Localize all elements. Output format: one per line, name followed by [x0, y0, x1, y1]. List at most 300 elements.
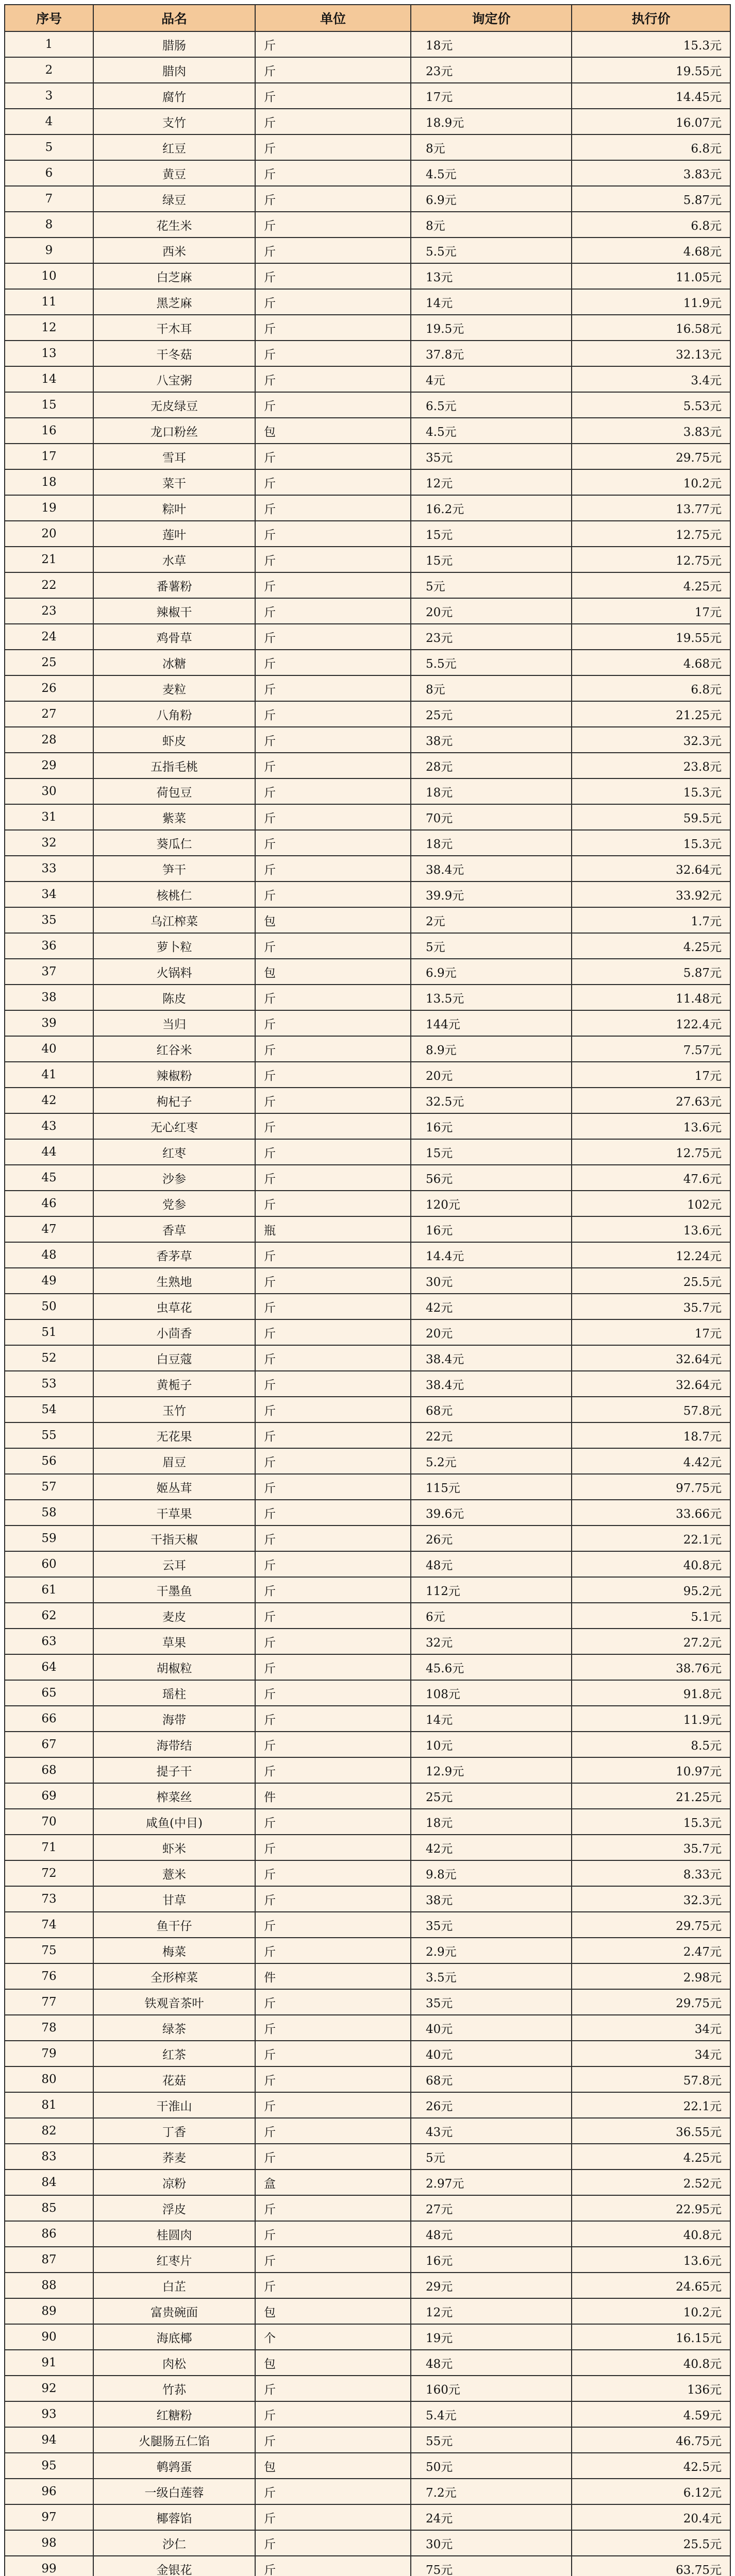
cell-execution-price: 2.47元: [572, 1938, 730, 1963]
cell-unit: 斤: [255, 1010, 411, 1036]
cell-index: 57: [5, 1474, 93, 1500]
cell-index: 95: [5, 2453, 93, 2479]
cell-index: 23: [5, 598, 93, 624]
cell-index: 39: [5, 1010, 93, 1036]
cell-execution-price: 21.25元: [572, 1783, 730, 1809]
table-row: [5, 418, 730, 444]
cell-unit: 斤: [255, 2041, 411, 2066]
cell-unit: 斤: [255, 2247, 411, 2273]
cell-product-name: 云耳: [93, 1551, 255, 1577]
table-row: [5, 1732, 730, 1757]
cell-execution-price: 8.5元: [572, 1732, 730, 1757]
cell-execution-price: 136元: [572, 2376, 730, 2401]
cell-index: 72: [5, 1860, 93, 1886]
cell-quoted-price: 5.5元: [411, 238, 572, 263]
table-row: [5, 572, 730, 598]
cell-product-name: 海带结: [93, 1732, 255, 1757]
cell-index: 21: [5, 547, 93, 572]
cell-index: 14: [5, 366, 93, 392]
cell-product-name: 水草: [93, 547, 255, 572]
cell-unit: 斤: [255, 1088, 411, 1113]
cell-quoted-price: 12.9元: [411, 1757, 572, 1783]
table-row: [5, 1397, 730, 1422]
table-row: [5, 1371, 730, 1397]
cell-quoted-price: 4.5元: [411, 160, 572, 186]
cell-quoted-price: 38元: [411, 727, 572, 753]
cell-execution-price: 15.3元: [572, 830, 730, 856]
cell-product-name: 核桃仁: [93, 882, 255, 907]
cell-quoted-price: 9.8元: [411, 1860, 572, 1886]
cell-quoted-price: 18元: [411, 830, 572, 856]
cell-unit: 包: [255, 907, 411, 933]
table-row: [5, 2401, 730, 2427]
table-row: [5, 1268, 730, 1294]
cell-product-name: 椰蓉馅: [93, 2504, 255, 2530]
table-row: [5, 1526, 730, 1551]
table-row: [5, 675, 730, 701]
cell-unit: 包: [255, 959, 411, 985]
cell-unit: 斤: [255, 1706, 411, 1732]
table-row: [5, 1216, 730, 1242]
cell-execution-price: 14.45元: [572, 83, 730, 109]
cell-index: 1: [5, 31, 93, 57]
cell-index: 94: [5, 2427, 93, 2453]
table-row: [5, 1654, 730, 1680]
cell-unit: 斤: [255, 2144, 411, 2170]
cell-product-name: 鹌鹑蛋: [93, 2453, 255, 2479]
cell-unit: 斤: [255, 1860, 411, 1886]
cell-index: 22: [5, 572, 93, 598]
cell-product-name: 竹荪: [93, 2376, 255, 2401]
cell-product-name: 绿茶: [93, 2015, 255, 2041]
cell-quoted-price: 13.5元: [411, 985, 572, 1010]
table-row: [5, 1835, 730, 1860]
cell-unit: 斤: [255, 1474, 411, 1500]
cell-product-name: 白芝麻: [93, 263, 255, 289]
table-row: [5, 856, 730, 882]
cell-unit: 斤: [255, 1242, 411, 1268]
cell-quoted-price: 28元: [411, 753, 572, 778]
cell-index: 17: [5, 444, 93, 469]
cell-unit: 斤: [255, 1036, 411, 1062]
cell-execution-price: 2.98元: [572, 1963, 730, 1989]
cell-product-name: 海底椰: [93, 2324, 255, 2350]
cell-unit: 斤: [255, 1113, 411, 1139]
cell-index: 46: [5, 1191, 93, 1216]
cell-unit: 斤: [255, 830, 411, 856]
cell-execution-price: 12.24元: [572, 1242, 730, 1268]
cell-unit: 斤: [255, 856, 411, 882]
table-row: [5, 366, 730, 392]
cell-index: 13: [5, 341, 93, 366]
cell-quoted-price: 25元: [411, 1783, 572, 1809]
cell-quoted-price: 16元: [411, 1216, 572, 1242]
cell-unit: 斤: [255, 2504, 411, 2530]
cell-product-name: 香草: [93, 1216, 255, 1242]
cell-index: 19: [5, 495, 93, 521]
cell-execution-price: 4.68元: [572, 650, 730, 675]
cell-quoted-price: 5元: [411, 572, 572, 598]
cell-quoted-price: 18元: [411, 1809, 572, 1835]
cell-execution-price: 32.64元: [572, 1345, 730, 1371]
table-row: [5, 2015, 730, 2041]
cell-index: 61: [5, 1577, 93, 1603]
cell-quoted-price: 17元: [411, 83, 572, 109]
cell-quoted-price: 55元: [411, 2427, 572, 2453]
cell-index: 96: [5, 2479, 93, 2504]
cell-quoted-price: 8元: [411, 134, 572, 160]
cell-execution-price: 15.3元: [572, 31, 730, 57]
cell-unit: 斤: [255, 1268, 411, 1294]
cell-product-name: 红茶: [93, 2041, 255, 2066]
cell-quoted-price: 23元: [411, 624, 572, 650]
cell-product-name: 铁观音茶叶: [93, 1989, 255, 2015]
cell-product-name: 鱼干仔: [93, 1912, 255, 1938]
cell-index: 40: [5, 1036, 93, 1062]
table-row: [5, 2273, 730, 2298]
table-row: [5, 521, 730, 547]
cell-product-name: 生熟地: [93, 1268, 255, 1294]
table-row: [5, 778, 730, 804]
cell-product-name: 虾米: [93, 1835, 255, 1860]
cell-quoted-price: 15元: [411, 547, 572, 572]
cell-quoted-price: 68元: [411, 2066, 572, 2092]
cell-quoted-price: 48元: [411, 2350, 572, 2376]
cell-quoted-price: 5.5元: [411, 650, 572, 675]
table-row: [5, 1963, 730, 1989]
cell-execution-price: 13.6元: [572, 1216, 730, 1242]
cell-unit: 斤: [255, 366, 411, 392]
table-row: [5, 1088, 730, 1113]
cell-unit: 斤: [255, 2092, 411, 2118]
cell-unit: 斤: [255, 1191, 411, 1216]
cell-unit: 件: [255, 1783, 411, 1809]
cell-product-name: 党参: [93, 1191, 255, 1216]
cell-unit: 斤: [255, 1680, 411, 1706]
cell-unit: 斤: [255, 1062, 411, 1088]
cell-product-name: 黄豆: [93, 160, 255, 186]
cell-index: 85: [5, 2195, 93, 2221]
table-row: [5, 1680, 730, 1706]
cell-execution-price: 10.97元: [572, 1757, 730, 1783]
cell-index: 48: [5, 1242, 93, 1268]
cell-quoted-price: 43元: [411, 2118, 572, 2144]
cell-index: 88: [5, 2273, 93, 2298]
table-row: [5, 1551, 730, 1577]
cell-index: 93: [5, 2401, 93, 2427]
cell-unit: 斤: [255, 624, 411, 650]
cell-unit: 斤: [255, 1989, 411, 2015]
cell-index: 62: [5, 1603, 93, 1629]
cell-execution-price: 6.8元: [572, 134, 730, 160]
cell-index: 55: [5, 1422, 93, 1448]
cell-product-name: 干淮山: [93, 2092, 255, 2118]
table-row: [5, 2376, 730, 2401]
cell-quoted-price: 115元: [411, 1474, 572, 1500]
cell-index: 7: [5, 186, 93, 212]
table-row: [5, 1319, 730, 1345]
cell-index: 27: [5, 701, 93, 727]
cell-unit: 斤: [255, 675, 411, 701]
table-row: [5, 1912, 730, 1938]
cell-quoted-price: 14.4元: [411, 1242, 572, 1268]
cell-unit: 斤: [255, 263, 411, 289]
cell-unit: 斤: [255, 1757, 411, 1783]
cell-unit: 个: [255, 2324, 411, 2350]
cell-unit: 斤: [255, 1551, 411, 1577]
table-row: [5, 469, 730, 495]
cell-index: 20: [5, 521, 93, 547]
cell-product-name: 草果: [93, 1629, 255, 1654]
cell-product-name: 红枣: [93, 1139, 255, 1165]
cell-index: 86: [5, 2221, 93, 2247]
cell-quoted-price: 14元: [411, 1706, 572, 1732]
cell-product-name: 虾皮: [93, 727, 255, 753]
table-row: [5, 238, 730, 263]
cell-index: 4: [5, 109, 93, 134]
table-header: [5, 5, 730, 31]
cell-execution-price: 32.3元: [572, 727, 730, 753]
cell-quoted-price: 20元: [411, 1062, 572, 1088]
cell-execution-price: 17元: [572, 598, 730, 624]
cell-quoted-price: 18元: [411, 31, 572, 57]
cell-index: 15: [5, 392, 93, 418]
cell-execution-price: 12.75元: [572, 1139, 730, 1165]
table-row: [5, 1706, 730, 1732]
cell-index: 70: [5, 1809, 93, 1835]
table-row: [5, 109, 730, 134]
cell-product-name: 当归: [93, 1010, 255, 1036]
cell-index: 77: [5, 1989, 93, 2015]
cell-quoted-price: 120元: [411, 1191, 572, 1216]
cell-execution-price: 12.75元: [572, 547, 730, 572]
cell-product-name: 沙仁: [93, 2530, 255, 2556]
cell-unit: 斤: [255, 2479, 411, 2504]
cell-quoted-price: 5元: [411, 2144, 572, 2170]
cell-quoted-price: 13元: [411, 263, 572, 289]
cell-product-name: 红豆: [93, 134, 255, 160]
table-row: [5, 907, 730, 933]
cell-unit: 包: [255, 418, 411, 444]
cell-product-name: 甘草: [93, 1886, 255, 1912]
cell-product-name: 黑芝麻: [93, 289, 255, 315]
cell-product-name: 八宝粥: [93, 366, 255, 392]
cell-quoted-price: 6.9元: [411, 959, 572, 985]
cell-execution-price: 32.13元: [572, 341, 730, 366]
cell-quoted-price: 22元: [411, 1422, 572, 1448]
cell-index: 81: [5, 2092, 93, 2118]
cell-index: 71: [5, 1835, 93, 1860]
cell-product-name: 梅菜: [93, 1938, 255, 1963]
cell-execution-price: 12.75元: [572, 521, 730, 547]
cell-product-name: 花菇: [93, 2066, 255, 2092]
cell-product-name: 姬丛茸: [93, 1474, 255, 1500]
cell-execution-price: 4.25元: [572, 933, 730, 959]
cell-execution-price: 24.65元: [572, 2273, 730, 2298]
cell-execution-price: 3.83元: [572, 418, 730, 444]
cell-product-name: 一级白莲蓉: [93, 2479, 255, 2504]
table-row: [5, 2144, 730, 2170]
cell-execution-price: 29.75元: [572, 1912, 730, 1938]
cell-index: 74: [5, 1912, 93, 1938]
table-row: [5, 2195, 730, 2221]
cell-index: 37: [5, 959, 93, 985]
cell-unit: 斤: [255, 2066, 411, 2092]
table-row: [5, 1989, 730, 2015]
cell-product-name: 无花果: [93, 1422, 255, 1448]
table-row: [5, 727, 730, 753]
cell-unit: 斤: [255, 572, 411, 598]
cell-index: 36: [5, 933, 93, 959]
cell-execution-price: 5.87元: [572, 186, 730, 212]
cell-unit: 包: [255, 2298, 411, 2324]
table-row: [5, 1938, 730, 1963]
cell-product-name: 萝卜粒: [93, 933, 255, 959]
cell-index: 24: [5, 624, 93, 650]
table-row: [5, 2066, 730, 2092]
cell-unit: 斤: [255, 1835, 411, 1860]
cell-quoted-price: 5元: [411, 933, 572, 959]
table-row: [5, 495, 730, 521]
cell-unit: 斤: [255, 160, 411, 186]
cell-execution-price: 16.58元: [572, 315, 730, 341]
cell-quoted-price: 20元: [411, 598, 572, 624]
cell-quoted-price: 68元: [411, 1397, 572, 1422]
cell-unit: 斤: [255, 1809, 411, 1835]
cell-product-name: 支竹: [93, 109, 255, 134]
cell-unit: 斤: [255, 1139, 411, 1165]
cell-execution-price: 11.9元: [572, 1706, 730, 1732]
cell-unit: 斤: [255, 1912, 411, 1938]
cell-product-name: 绿豆: [93, 186, 255, 212]
table-row: [5, 2479, 730, 2504]
cell-product-name: 辣椒干: [93, 598, 255, 624]
cell-product-name: 冰糖: [93, 650, 255, 675]
cell-execution-price: 6.8元: [572, 212, 730, 238]
table-row: [5, 83, 730, 109]
cell-execution-price: 35.7元: [572, 1294, 730, 1319]
cell-execution-price: 102元: [572, 1191, 730, 1216]
cell-unit: 斤: [255, 315, 411, 341]
cell-unit: 斤: [255, 2401, 411, 2427]
table-row: [5, 624, 730, 650]
table-row: [5, 933, 730, 959]
cell-unit: 斤: [255, 598, 411, 624]
cell-index: 87: [5, 2247, 93, 2273]
cell-index: 79: [5, 2041, 93, 2066]
header-index: 序号: [5, 5, 93, 31]
cell-index: 3: [5, 83, 93, 109]
cell-quoted-price: 30元: [411, 2530, 572, 2556]
table-row: [5, 1629, 730, 1654]
cell-unit: 斤: [255, 2221, 411, 2247]
cell-execution-price: 32.64元: [572, 856, 730, 882]
cell-product-name: 腊肉: [93, 57, 255, 83]
cell-unit: 斤: [255, 2195, 411, 2221]
cell-index: 18: [5, 469, 93, 495]
cell-quoted-price: 45.6元: [411, 1654, 572, 1680]
cell-quoted-price: 26元: [411, 1526, 572, 1551]
cell-index: 35: [5, 907, 93, 933]
cell-execution-price: 5.53元: [572, 392, 730, 418]
cell-product-name: 陈皮: [93, 985, 255, 1010]
cell-execution-price: 6.12元: [572, 2479, 730, 2504]
table-row: [5, 160, 730, 186]
cell-unit: 斤: [255, 778, 411, 804]
cell-unit: 斤: [255, 985, 411, 1010]
cell-index: 66: [5, 1706, 93, 1732]
cell-execution-price: 29.75元: [572, 444, 730, 469]
cell-quoted-price: 6.5元: [411, 392, 572, 418]
cell-unit: 斤: [255, 212, 411, 238]
table-row: [5, 1165, 730, 1191]
cell-product-name: 干墨鱼: [93, 1577, 255, 1603]
cell-quoted-price: 5.2元: [411, 1448, 572, 1474]
table-row: [5, 186, 730, 212]
cell-execution-price: 10.2元: [572, 469, 730, 495]
cell-quoted-price: 15元: [411, 1139, 572, 1165]
cell-quoted-price: 37.8元: [411, 341, 572, 366]
cell-quoted-price: 19.5元: [411, 315, 572, 341]
cell-product-name: 麦粒: [93, 675, 255, 701]
cell-quoted-price: 35元: [411, 1912, 572, 1938]
table-row: [5, 2170, 730, 2195]
cell-index: 68: [5, 1757, 93, 1783]
cell-index: 53: [5, 1371, 93, 1397]
cell-execution-price: 46.75元: [572, 2427, 730, 2453]
cell-product-name: 瑶柱: [93, 1680, 255, 1706]
cell-execution-price: 38.76元: [572, 1654, 730, 1680]
cell-quoted-price: 26元: [411, 2092, 572, 2118]
cell-index: 29: [5, 753, 93, 778]
cell-execution-price: 57.8元: [572, 2066, 730, 2092]
cell-execution-price: 8.33元: [572, 1860, 730, 1886]
cell-product-name: 红糖粉: [93, 2401, 255, 2427]
cell-index: 5: [5, 134, 93, 160]
cell-index: 34: [5, 882, 93, 907]
cell-unit: 斤: [255, 1886, 411, 1912]
header-unit: 单位: [255, 5, 411, 31]
cell-index: 47: [5, 1216, 93, 1242]
cell-quoted-price: 14元: [411, 289, 572, 315]
cell-execution-price: 42.5元: [572, 2453, 730, 2479]
cell-execution-price: 25.5元: [572, 1268, 730, 1294]
cell-unit: 斤: [255, 1577, 411, 1603]
header-row: [5, 5, 730, 31]
cell-product-name: 鸡骨草: [93, 624, 255, 650]
cell-unit: 件: [255, 1963, 411, 1989]
cell-unit: 斤: [255, 804, 411, 830]
table-row: [5, 2427, 730, 2453]
cell-index: 42: [5, 1088, 93, 1113]
cell-execution-price: 10.2元: [572, 2298, 730, 2324]
cell-quoted-price: 38.4元: [411, 1345, 572, 1371]
table-row: [5, 2118, 730, 2144]
cell-quoted-price: 160元: [411, 2376, 572, 2401]
cell-index: 98: [5, 2530, 93, 2556]
cell-index: 28: [5, 727, 93, 753]
cell-execution-price: 18.7元: [572, 1422, 730, 1448]
cell-quoted-price: 2.9元: [411, 1938, 572, 1963]
cell-quoted-price: 8.9元: [411, 1036, 572, 1062]
cell-product-name: 海带: [93, 1706, 255, 1732]
cell-unit: 斤: [255, 2376, 411, 2401]
cell-index: 38: [5, 985, 93, 1010]
cell-execution-price: 13.6元: [572, 2247, 730, 2273]
cell-product-name: 荞麦: [93, 2144, 255, 2170]
cell-unit: 斤: [255, 701, 411, 727]
cell-product-name: 香茅草: [93, 1242, 255, 1268]
